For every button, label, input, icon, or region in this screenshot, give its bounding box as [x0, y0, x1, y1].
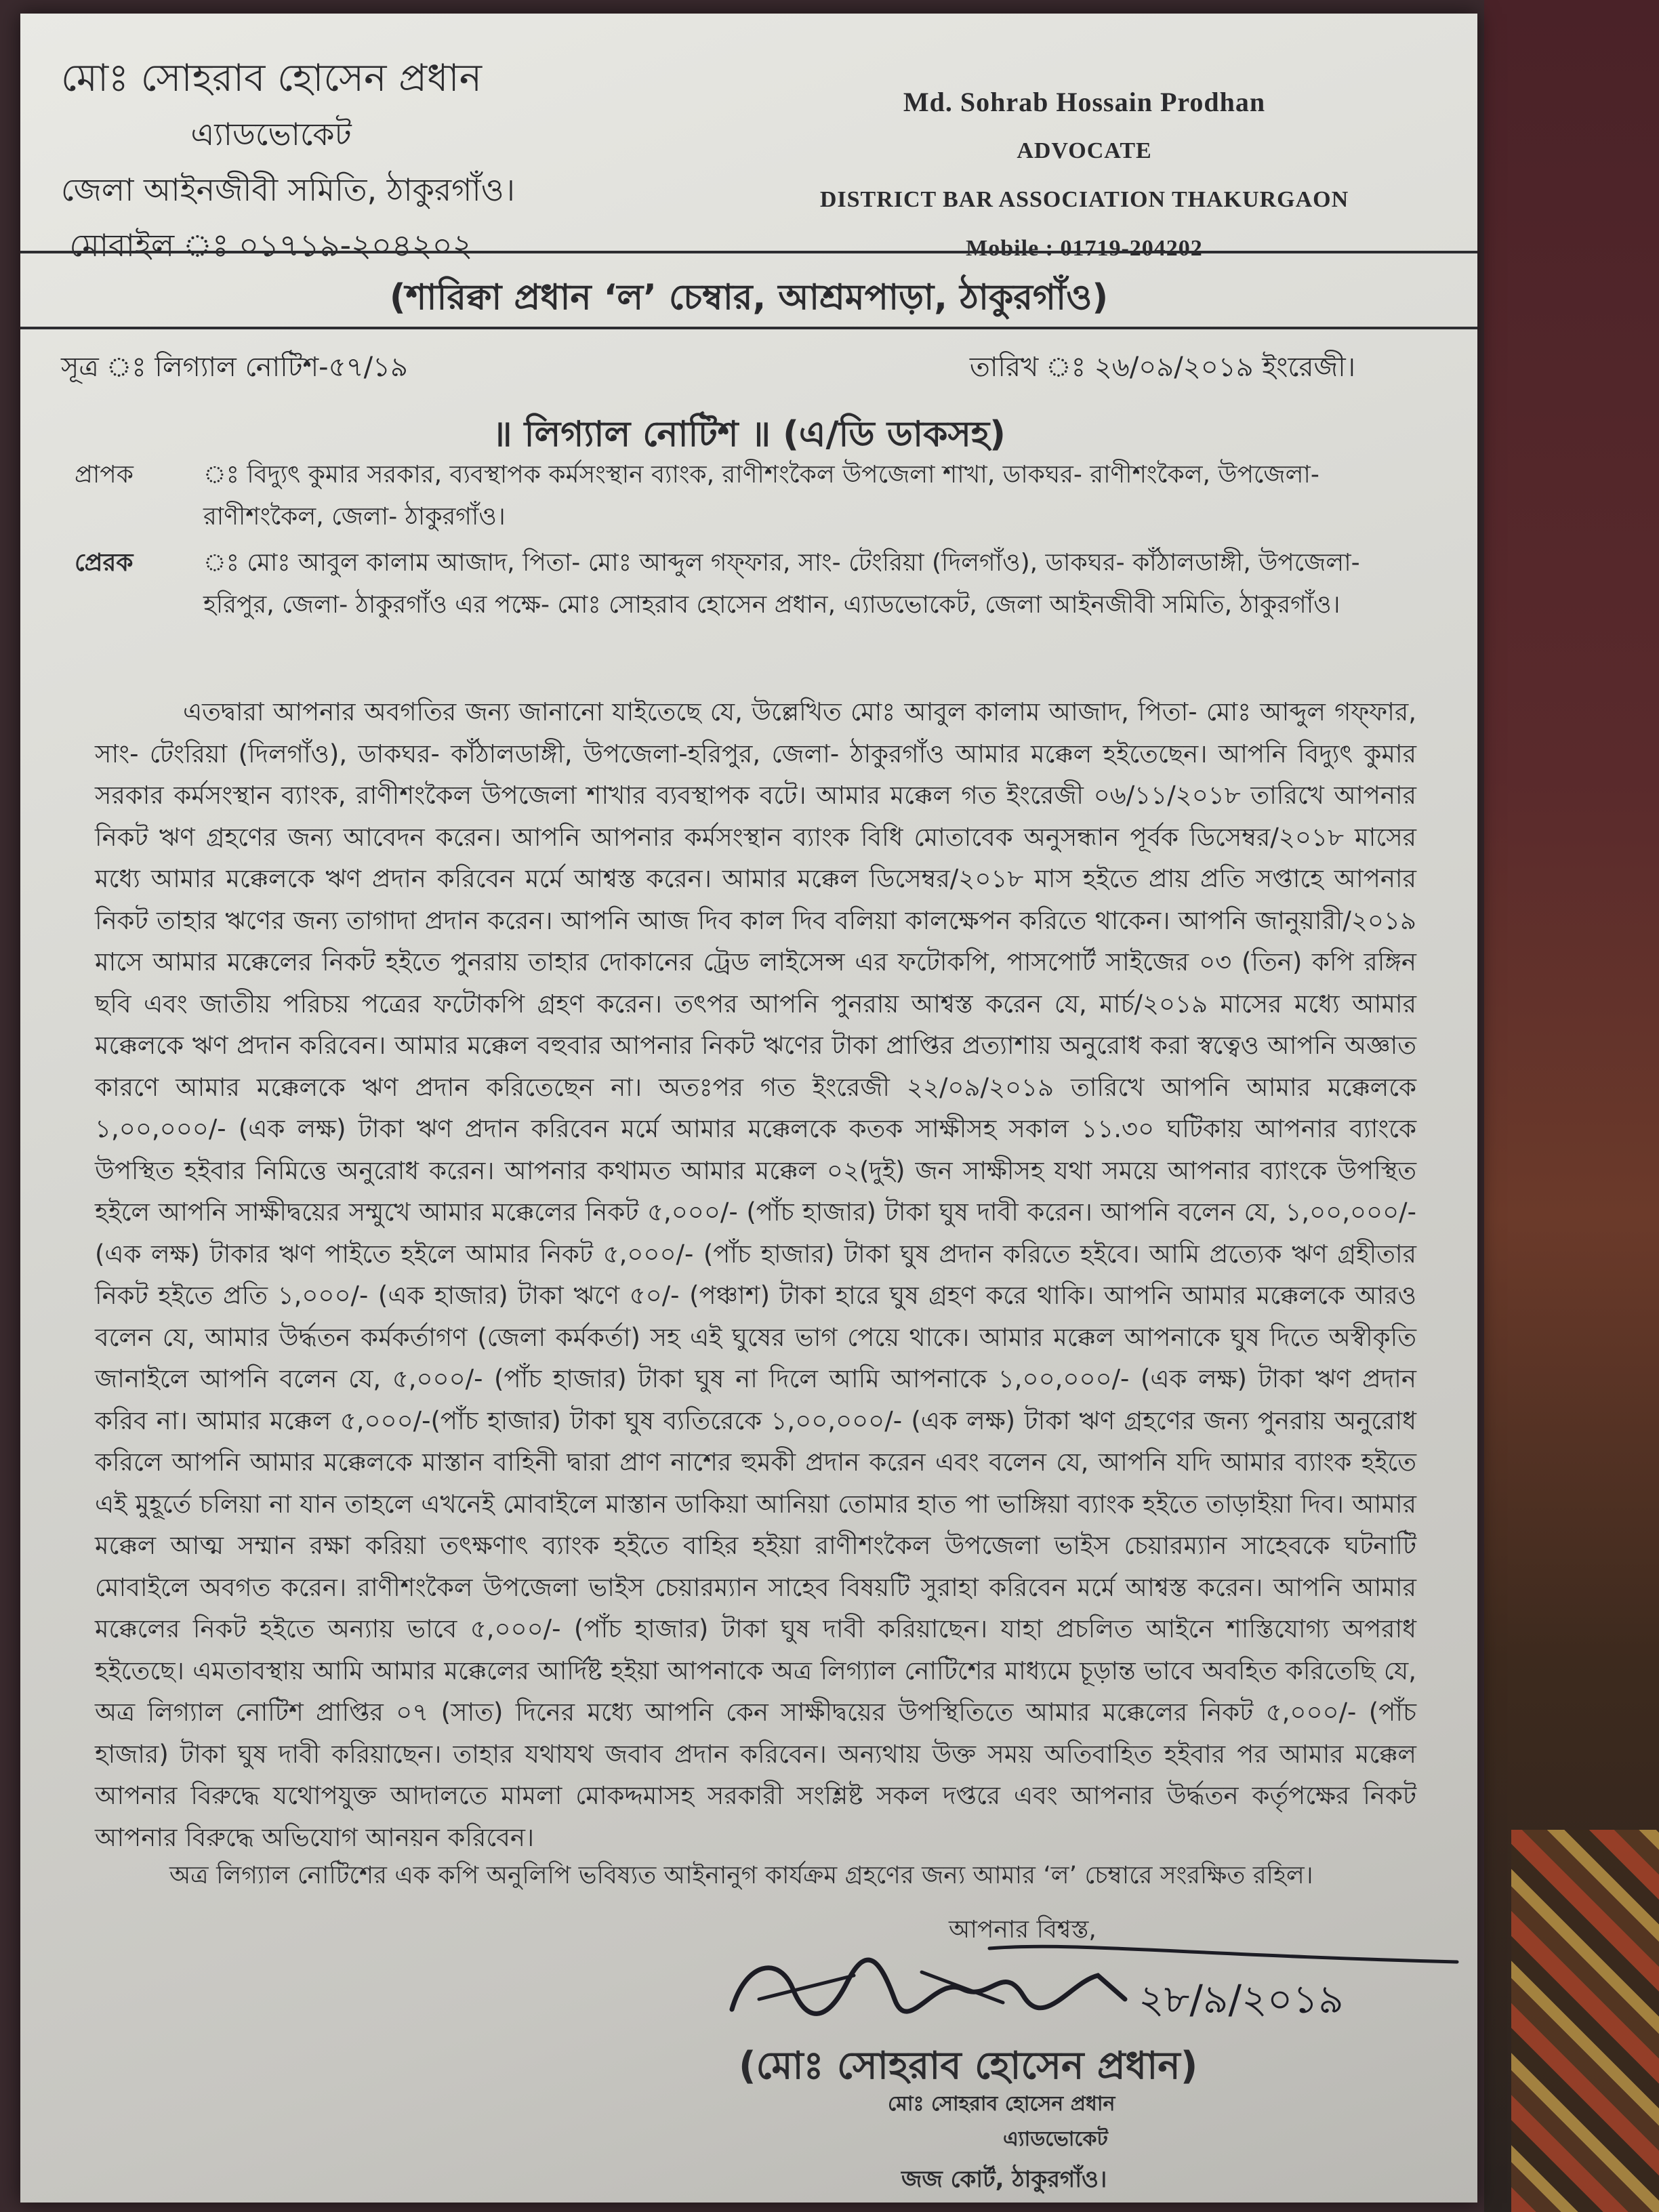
copy-note: অত্র লিগ্যাল নোটিশের এক কপি অনুলিপি ভবিষ্যত আইনানুগ কার্যক্রম গ্রহণের জন্য আমার ‘ল’ চেম্বারে সংরক্ষিত রহিল।	[169, 1862, 1313, 1889]
advocate-name-bn: মোঃ সোহরাব হোসেন প্রধান	[61, 56, 483, 100]
mobile-en: Mobile : 01719-204202	[966, 236, 1203, 261]
sender-text: ঃ মোঃ আবুল কালাম আজাদ, পিতা- মোঃ আব্দুল গফ্ফার, সাং- টেংরিয়া (দিলগাঁও), ডাকঘর- কাঁঠালডাঙ্গী, উপজেলা- হরিপুর, জেলা- ঠাকুরগাঁও এর পক্ষে- মোঃ সোহরাব হোসেন প্রধান, এ্যাডভোকেট, জেলা আইনজীবী সমিতি, ঠাকুরগাঁও।	[203, 549, 1360, 619]
sender-label: প্রেরক	[75, 549, 134, 577]
chamber-address: (শারিক্বা প্রধান ‘ল’ চেম্বার, আশ্রমপাড়া, ঠাকুরগাঁও)	[389, 277, 1109, 318]
closing-salutation: আপনার বিশ্বস্ত,	[949, 1916, 1097, 1944]
handwritten-signature	[718, 1935, 1471, 2043]
letterhead-bangla	[61, 51, 516, 273]
seal-court: জজ কোর্ট, ঠাকুরগাঁও।	[901, 2166, 1107, 2193]
notice-title: ॥ লিগ্যাল নোটিশ ॥ (এ/ডি ডাকসহ)	[492, 414, 1006, 455]
advocate-title-en: ADVOCATE	[1017, 138, 1152, 163]
advocate-title-bn: এ্যাডভোকেট	[190, 116, 352, 152]
seal-title: এ্যাডভোকেট	[1003, 2127, 1108, 2151]
association-en: DISTRICT BAR ASSOCIATION THAKURGAON	[819, 187, 1349, 212]
sender-block	[75, 542, 1430, 626]
header-rule-bottom	[20, 327, 1477, 329]
letterhead-english	[813, 78, 1355, 273]
receiver-label: প্রাপক	[75, 461, 134, 489]
fabric-pattern	[1511, 1830, 1659, 2212]
association-bn: জেলা আইনজীবী সমিতি, ঠাকুরগাঁও।	[61, 171, 516, 208]
mobile-bn: মোবাইল ঃ ০১৭১৯-২০৪২০২	[69, 227, 473, 264]
notice-body: এতদ্বারা আপনার অবগতির জন্য জানানো যাইতেছে যে, উল্লেখিত মোঃ আবুল কালাম আজাদ, পিতা- মোঃ আব্দুল গফ্ফার, সাং- টেংরিয়া (দিলগাঁও), ডাকঘর- কাঁঠালডাঙ্গী, উপজেলা-হরিপুর, জেলা- ঠাকুরগাঁও আমার মক্কেল হইতেছেন। আপনি বিদ্যুৎ কুমার সরকার কর্মসংস্থান ব্যাংক, রাণীশংকৈল উপজেলা শাখার ব্যবস্থাপক বটে। আমার মক্কেল গত ইংরেজী ০৬/১১/২০১৮ তারিখে আপনার নিকট ঋণ গ্রহণের জন্য আবেদন করেন। আপনি আপনার কর্মসংস্থান ব্যাংক বিধি মোতাবেক অনুসন্ধান পূর্বক ডিসেম্বর/২০১৮ মাসের মধ্যে আমার মক্কেলকে ঋণ প্রদান করিবেন মর্মে আশ্বস্ত করেন। আমার মক্কেল ডিসেম্বর/২০১৮ মাস হইতে প্রায় প্রতি সপ্তাহে আপনার নিকট তাহার ঋণের জন্য তাগাদা প্রদান করেন। আপনি আজ দিব কাল দিব বলিয়া কালক্ষেপন করিতে থাকেন। আপনি জানুয়ারী/২০১৯ মাসে আমার মক্কেলের নিকট হইতে পুনরায় তাহার দোকানের ট্রেড লাইসেন্স এর ফটোকপি, পাসপোর্ট সাইজের ০৩ (তিন) কপি রঙ্গিন ছবি এবং জাতীয় পরিচয় পত্রের ফটোকপি গ্রহণ করেন। তৎপর আপনি পুনরায় আশ্বস্ত করেন যে, মার্চ/২০১৯ মাসের মধ্যে আমার মক্কেলকে ঋণ প্রদান করিবেন। আমার মক্কেল বহুবার আপনার নিকট ঋণের টাকা প্রাপ্তির প্রত্যাশায় অনুরোধ করা স্বত্বেও আপনি অজ্ঞাত কারণে আমার মক্কেলকে ঋণ প্রদান করিতেছেন না। অতঃপর গত ইংরেজী ২২/০৯/২০১৯ তারিখে আপনি আমার মক্কেলকে ১,০০,০০০/- (এক লক্ষ) টাকা ঋণ প্রদান করিবেন মর্মে আমার মক্কেলকে কতক সাক্ষীসহ সকাল ১১.৩০ ঘটিকায় আপনার ব্যাংকে উপস্থিত হইবার নিমিত্তে অনুরোধ করেন। আপনার কথামত আমার মক্কেল ০২(দুই) জন সাক্ষীসহ যথা সময়ে আপনার ব্যাংকে উপস্থিত হইলে আপনি সাক্ষীদ্বয়ের সম্মুখে আমার মক্কেলের নিকট ৫,০০০/- (পাঁচ হাজার) টাকা ঘুষ দাবী করেন। আপনি বলেন যে, ১,০০,০০০/- (এক লক্ষ) টাকার ঋণ পাইতে হইলে আমার নিকট ৫,০০০/- (পাঁচ হাজার) টাকা ঘুষ প্রদান করিতে হইবে। আমি প্রত্যেক ঋণ গ্রহীতার নিকট হইতে প্রতি ১,০০০/- (এক হাজার) টাকা ঋণে ৫০/- (পঞ্চাশ) টাকা হারে ঘুষ গ্রহণ করে থাকি। আপনি আমার মক্কেলকে আরও বলেন যে, আমার উর্দ্ধতন কর্মকর্তাগণ (জেলা কর্মকর্তা) সহ এই ঘুষের ভাগ পেয়ে থাকে। আমার মক্কেল আপনাকে ঘুষ দিতে অস্বীকৃতি জানাইলে আপনি বলেন যে, ৫,০০০/- (পাঁচ হাজার) টাকা ঘুষ না দিলে আমি আপনাকে ১,০০,০০০/- (এক লক্ষ) টাকা ঋণ প্রদান করিব না। আমার মক্কেল ৫,০০০/-(পাঁচ হাজার) টাকা ঘুষ ব্যতিরেকে ১,০০,০০০/- (এক লক্ষ) টাকা ঋণ গ্রহণের জন্য পুনরায় অনুরোধ করিলে আপনি আমার মক্কেলকে মাস্তান বাহিনী দ্বারা প্রাণ নাশের হুমকী প্রদান করেন এবং বলেন যে, আপনি যদি আমার ব্যাংক হইতে এই মুহূর্তে চলিয়া না যান তাহলে এখনেই মোবাইলে মাস্তান ডাকিয়া আনিয়া তোমার হাত পা ভাঙ্গিয়া ব্যাংক হইতে তাড়াইয়া দিব। আমার মক্কেল আত্ম সম্মান রক্ষা করিয়া তৎক্ষণাৎ ব্যাংক হইতে বাহির হইয়া রাণীশংকৈল উপজেলা ভাইস চেয়ারম্যান সাহেবকে ঘটনাটি মোবাইলে অবগত করেন। রাণীশংকৈল উপজেলা ভাইস চেয়ারম্যান সাহেব বিষয়টি সুরাহা করিবেন মর্মে আশ্বস্ত করেন। আপনি আমার মক্কেলের নিকট হইতে অন্যায় ভাবে ৫,০০০/- (পাঁচ হাজার) টাকা ঘুষ দাবী করিয়াছেন। যাহা প্রচলিত আইনে শাস্তিযোগ্য অপরাধ হইতেছে। এমতাবস্থায় আমি আমার মক্কেলের আর্দিষ্ট হইয়া আপনাকে অত্র লিগ্যাল নোটিশের মাধ্যমে চূড়ান্ত ভাবে অবহিত করিতেছি যে, অত্র লিগ্যাল নোটিশ প্রাপ্তির ০৭ (সাত) দিনের মধ্যে আপনি কেন সাক্ষীদ্বয়ের উপস্থিতিতে আমার মক্কেলের নিকট ৫,০০০/- (পাঁচ হাজার) টাকা ঘুষ দাবী করিয়াছেন। তাহার যথাযথ জবাব প্রদান করিবেন। অন্যথায় উক্ত সময় অতিবাহিত হইবার পর আমার মক্কেল আপনার বিরুদ্ধে যথোপযুক্ত আদালতে মামলা মোকদ্দমাসহ সরকারী সংশ্লিষ্ট সকল দপ্তরে এবং আপনার উর্দ্ধতন কর্তৃপক্ষের নিকট আপনার বিরুদ্ধে অভিযোগ আনয়ন করিবেন।	[95, 697, 1416, 1852]
signature-date: ২৮/৯/২০১৯	[1139, 1976, 1344, 2022]
receiver-text: ঃ বিদ্যুৎ কুমার সরকার, ব্যবস্থাপক কর্মসংস্থান ব্যাংক, রাণীশংকৈল উপজেলা শাখা, ডাকঘর- রাণীশংকৈল, উপজেলা- রাণীশংকৈল, জেলা- ঠাকুরগাঁও।	[203, 461, 1319, 531]
reference-number: সূত্র ঃ লিগ্যাল নোটিশ-৫৭/১৯	[61, 352, 408, 383]
receiver-block	[75, 454, 1430, 538]
notice-date: তারিখ ঃ ২৬/০৯/২০১৯ ইংরেজী।	[969, 352, 1355, 383]
header-rule-top	[20, 251, 1477, 253]
seal-name: মোঃ সোহরাব হোসেন প্রধান	[888, 2092, 1115, 2116]
signer-name: (মোঃ সোহরাব হোসেন প্রধান)	[739, 2044, 1198, 2088]
legal-notice-page	[20, 14, 1477, 2203]
advocate-name-en: Md. Sohrab Hossain Prodhan	[903, 87, 1266, 117]
